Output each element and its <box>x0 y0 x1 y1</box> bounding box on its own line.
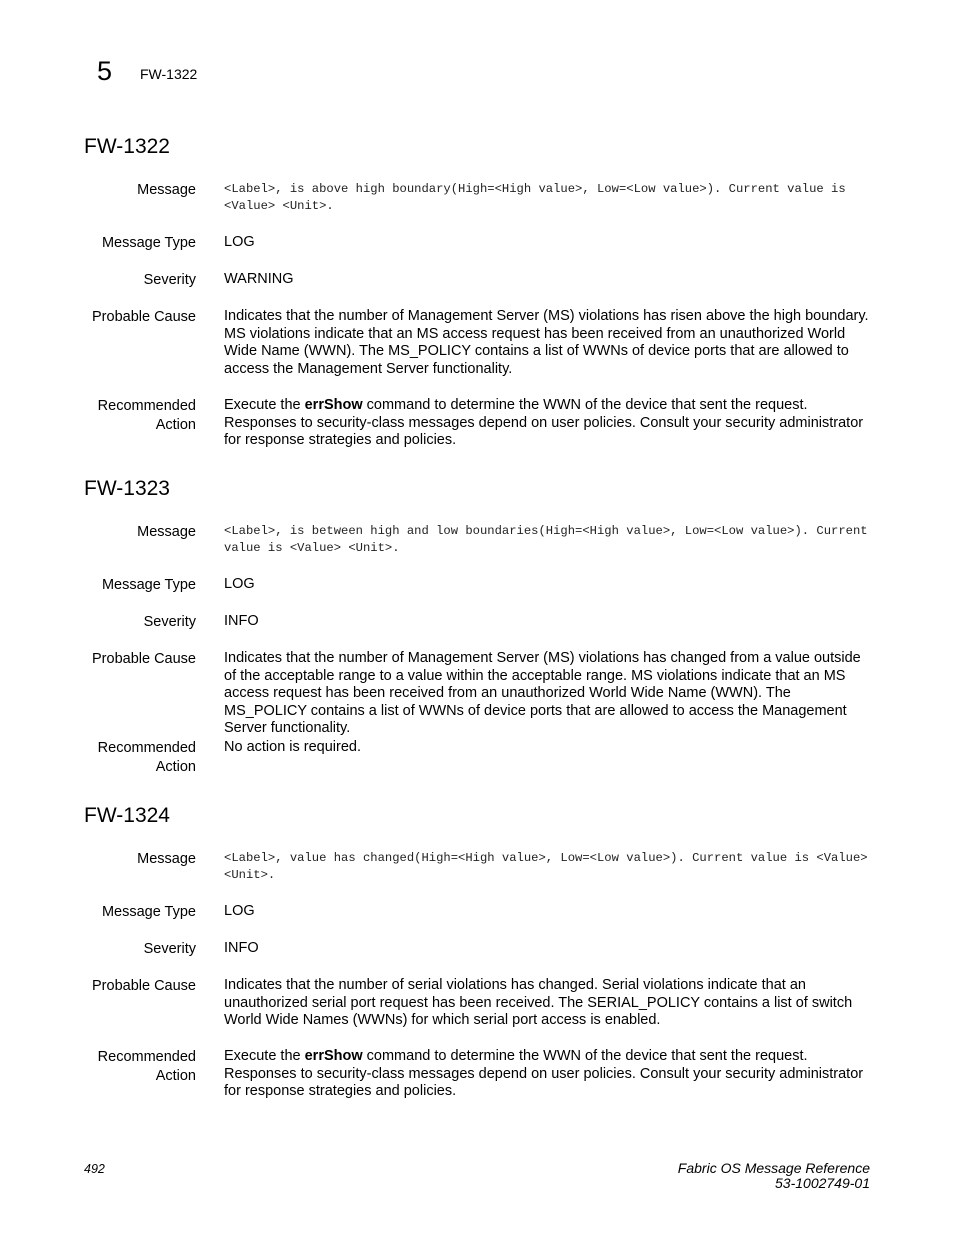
errshow-command: errShow <box>304 397 363 413</box>
message-type-label: Message Type <box>101 904 196 920</box>
action-post: command to determine the WWN of the device that sent the request. Responses to security-class messages depend on user policies. Consult your security administrator for response strategies and policies. <box>224 397 864 448</box>
message-type-value: LOG <box>224 903 255 919</box>
message-label: Message <box>137 182 196 198</box>
recommended-action-label <box>66 1048 196 1086</box>
probable-cause-text: Indicates that the number of Management Server (MS) violations has risen above the high boundary. MS violations indicate that an MS access request has been received from an unauthorized World Wide Name (WWN). The MS_POLICY contains a list of WWNs of device ports that are allowed to access the Management Server functionality. <box>224 308 869 377</box>
errshow-command: errShow <box>304 1048 363 1064</box>
recommended-label-line2: Action <box>155 417 196 433</box>
message-type-value: LOG <box>224 234 255 250</box>
entry-title: FW-1323 <box>84 477 170 500</box>
message-type-label: Message Type <box>101 235 196 251</box>
severity-label: Severity <box>143 272 196 288</box>
action-pre: Execute the <box>224 1048 305 1064</box>
action-pre: Execute the <box>224 397 305 413</box>
entry-title: FW-1324 <box>84 804 170 827</box>
message-text: <Label>, is between high and low boundaries(High=<High value>, Low=<Low value>). Current value is <Value> <Unit>. <box>224 524 875 555</box>
probable-cause-label: Probable Cause <box>92 651 196 667</box>
doc-footer <box>678 1161 870 1191</box>
recommended-action-label <box>66 397 196 435</box>
page-number: 492 <box>84 1162 105 1176</box>
recommended-action-text <box>224 1048 870 1101</box>
message-text: <Label>, is above high boundary(High=<High value>, Low=<Low value>). Current value is <Value> <Unit>. <box>224 182 853 213</box>
recommended-action-label <box>66 739 196 777</box>
message-type-label: Message Type <box>101 577 196 593</box>
recommended-label-line1: Recommended <box>97 1049 196 1065</box>
action-post: command to determine the WWN of the device that sent the request. Responses to security-class messages depend on user policies. Consult your security administrator for response strategies and policies. <box>224 1048 864 1099</box>
severity-value: WARNING <box>224 271 294 287</box>
recommended-label-line1: Recommended <box>97 398 196 414</box>
doc-title: Fabric OS Message Reference <box>677 1160 870 1176</box>
recommended-label-line2: Action <box>155 759 196 775</box>
doc-number: 53-1002749-01 <box>775 1175 870 1191</box>
chapter-number: 5 <box>97 56 113 86</box>
message-label: Message <box>137 524 196 540</box>
message-label: Message <box>137 851 196 867</box>
recommended-label-line2: Action <box>155 1068 196 1084</box>
severity-label: Severity <box>143 941 196 957</box>
recommended-action-text <box>224 397 870 450</box>
severity-label: Severity <box>143 614 196 630</box>
probable-cause-label: Probable Cause <box>92 309 196 325</box>
message-type-value: LOG <box>224 576 255 592</box>
recommended-action-text: No action is required. <box>224 739 362 755</box>
severity-value: INFO <box>224 940 259 956</box>
recommended-label-line1: Recommended <box>97 740 196 756</box>
running-head: FW-1322 <box>140 66 198 82</box>
probable-cause-label: Probable Cause <box>92 978 196 994</box>
probable-cause-text: Indicates that the number of Management Server (MS) violations has changed from a value outside of the acceptable range to a value within the acceptable range. MS violations indicate that an MS access request has been received from an unauthorized World Wide Name (WWN). The MS_POLICY contains a list of WWNs of device ports that are allowed to access the Management Server functionality. <box>224 650 861 736</box>
probable-cause-text: Indicates that the number of serial violations has changed. Serial violations indicate that an unauthorized serial port request has been received. The SERIAL_POLICY contains a list of switch World Wide Names (WWNs) for which serial port access is enabled. <box>224 977 853 1028</box>
entry-title: FW-1322 <box>84 135 170 158</box>
severity-value: INFO <box>224 613 259 629</box>
message-text: <Label>, value has changed(High=<High value>, Low=<Low value>). Current value is <Value> <Unit>. <box>224 851 875 882</box>
